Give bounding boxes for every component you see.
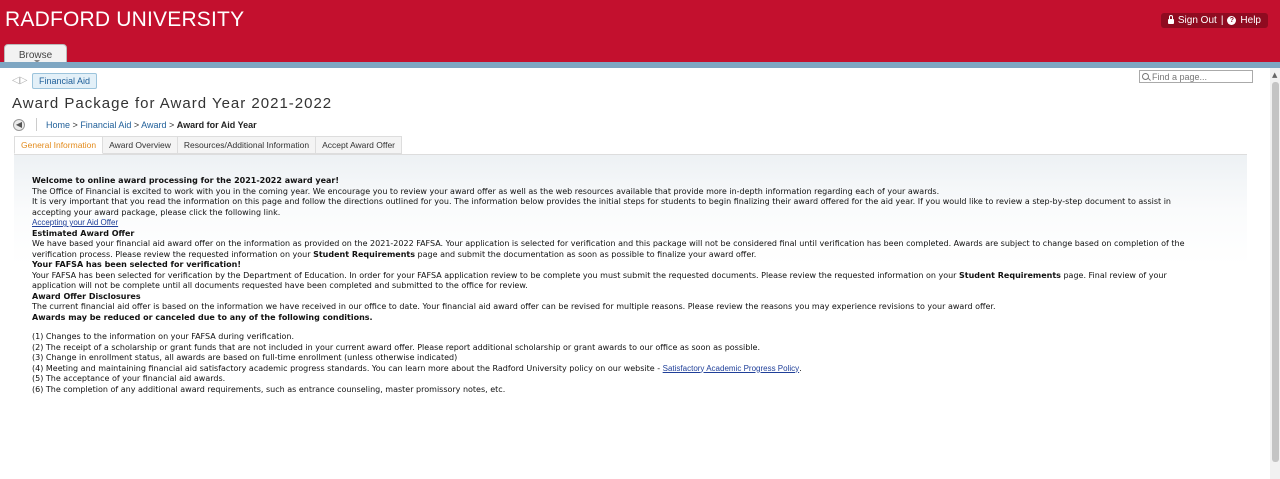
breadcrumb-home[interactable]: Home [46, 120, 71, 130]
condition-item [32, 364, 1212, 375]
disclosures-text: The current financial aid offer is based on the information we have received in our office to date. Your financial aid award offer can be revised for multiple reasons. Please review the reasons you may experience revisions to your award offer. [32, 302, 996, 311]
breadcrumb-sep: > [72, 120, 78, 130]
tab-bar [14, 136, 402, 154]
breadcrumb [46, 120, 257, 130]
verification-heading: Your FAFSA has been selected for verification! [32, 260, 241, 269]
nav-crumb-financial-aid[interactable]: Financial Aid [32, 73, 97, 89]
sap-policy-link[interactable]: Satisfactory Academic Progress Policy [662, 363, 800, 373]
conditions-list [32, 332, 1212, 395]
condition-item: (5) The acceptance of your financial aid awards. [32, 374, 226, 383]
scrollbar-thumb[interactable] [1272, 82, 1279, 462]
header-actions [1161, 13, 1268, 28]
welcome-text: The Office of Financial is excited to work with you in the coming year. We encourage you to review your award offer as well as the web resources available that provide more in-depth information regarding each of your awards. [32, 186, 940, 196]
lock-icon [1168, 19, 1174, 24]
condition-item: (1) Changes to the information on your FAFSA during verification. [32, 332, 294, 341]
accepting-aid-offer-link[interactable]: Accepting your Aid Offer [32, 218, 119, 227]
tab-accept-award-offer[interactable]: Accept Award Offer [316, 136, 402, 154]
header-accent-bar [0, 62, 1280, 68]
sign-out-link[interactable]: Sign Out [1177, 15, 1217, 26]
general-information-body [32, 176, 1212, 395]
browse-label: Browse [18, 50, 53, 61]
student-requirements-ref: Student Requirements [313, 249, 415, 259]
condition-text: (4) Meeting and maintaining financial aid satisfactory academic progress standards. You can learn more about the Radford University policy on our website - [32, 363, 663, 373]
estimated-heading: Estimated Award Offer [32, 228, 135, 238]
estimated-text-part: page and submit the documentation as soon as possible to finalize your award offer. [415, 249, 757, 259]
search-icon [1142, 73, 1149, 80]
condition-item: (2) The receipt of a scholarship or grant funds that are not included in your current award offer. Please report additional scholarship or grant awards to our office as soon as possible. [32, 342, 760, 352]
header-separator: | [1220, 15, 1224, 26]
breadcrumb-award[interactable]: Award [141, 120, 167, 130]
help-link[interactable]: Help [1240, 15, 1261, 26]
vertical-scrollbar[interactable] [1270, 68, 1280, 479]
important-text: It is very important that you read the information on this page and follow the directions outlined for you. The information below provides the initial steps for students to begin finalizing their award offered for the aid year. If you would like to review a step-by-step document to assist in accepting your award package, please click the following link. [32, 197, 1172, 217]
reduced-heading: Awards may be reduced or canceled due to any of the following conditions. [32, 312, 373, 322]
breadcrumb-financial-aid[interactable]: Financial Aid [80, 120, 132, 130]
scroll-up-icon[interactable]: ▲ [1272, 71, 1278, 79]
help-icon: ? [1227, 16, 1236, 25]
tab-general-information[interactable]: General Information [14, 136, 103, 154]
breadcrumb-sep: > [133, 120, 140, 130]
history-arrows[interactable]: ◁▷ [12, 75, 28, 86]
disclosures-heading: Award Offer Disclosures [32, 291, 141, 301]
top-banner [0, 0, 1280, 62]
tab-resources[interactable]: Resources/Additional Information [178, 136, 316, 154]
page-title: Award Package for Award Year 2021-2022 [12, 95, 333, 112]
breadcrumb-current: Award for Aid Year [176, 120, 257, 130]
back-arrow-icon[interactable]: ◀ [13, 119, 25, 131]
estimated-text [32, 239, 1212, 260]
verification-text-part: page. Final review of your application will not be complete until all documents requested have been completed and submitted to the office for review. [32, 270, 1167, 290]
find-page-input[interactable] [1152, 72, 1248, 83]
student-requirements-ref: Student Requirements [959, 270, 1061, 280]
tab-award-overview[interactable]: Award Overview [103, 136, 178, 154]
verification-text-part: Your FAFSA has been selected for verification by the Department of Education. In order for your FAFSA application review to be complete you must submit the requested documents. Please review the requested information on your [32, 270, 960, 280]
estimated-text-part: We have based your financial aid award offer on the information as provided on the 2021-2022 FAFSA. Your application is selected for verification and this package will not be considered final until verification has been completed. Awards are subject to change based on completion of the verification process. Please review the requested information on your [32, 239, 1185, 259]
condition-item: (3) Change in enrollment status, all awards are based on full-time enrollment (unless otherwise indicated) [32, 353, 458, 362]
breadcrumb-sep: > [169, 120, 175, 130]
condition-item: (6) The completion of any additional award requirements, such as entrance counseling, master promissory notes, etc. [32, 384, 506, 394]
condition-text: . [799, 363, 802, 373]
university-logo: RADFORD UNIVERSITY [5, 8, 245, 31]
find-page-search[interactable] [1139, 70, 1253, 83]
welcome-heading: Welcome to online award processing for the 2021-2022 award year! [32, 176, 339, 185]
verification-text [32, 271, 1212, 292]
breadcrumb-divider [36, 118, 37, 131]
